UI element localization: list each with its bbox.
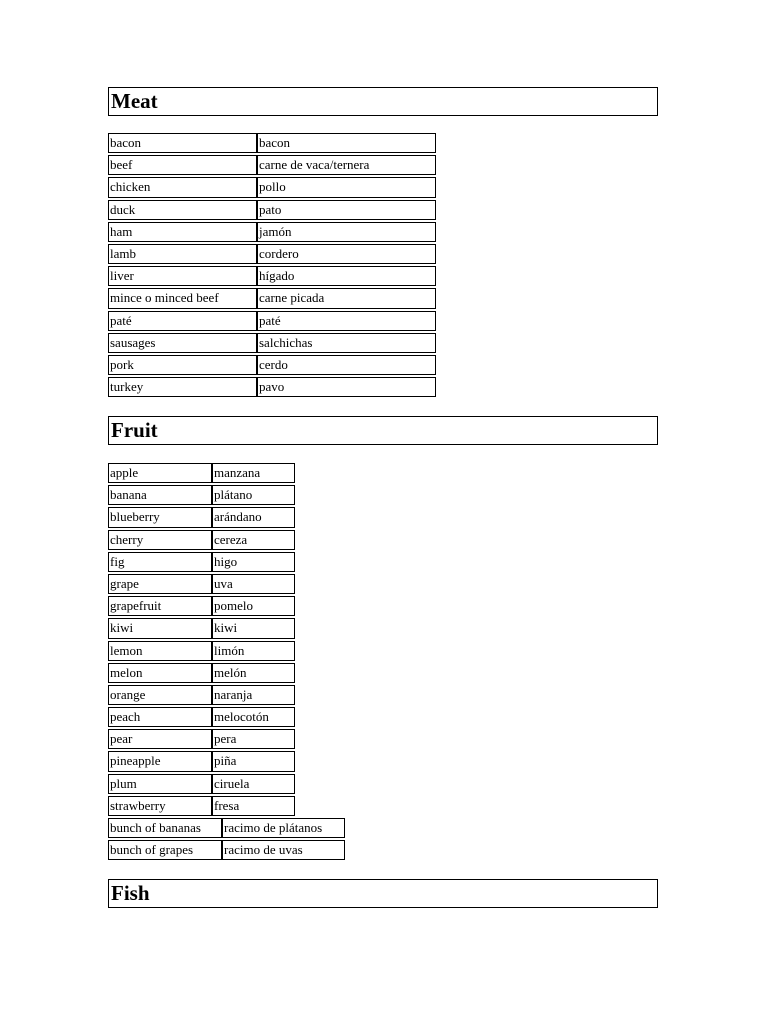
spanish-term-cell: manzana (212, 463, 295, 483)
table-row (108, 485, 345, 505)
english-term-cell: bacon (108, 133, 257, 153)
english-term-cell: lemon (108, 641, 212, 661)
english-term-cell: paté (108, 311, 257, 331)
spanish-term-cell: uva (212, 574, 295, 594)
table-row (108, 796, 345, 816)
meat-vocabulary-table (108, 133, 436, 399)
table-row (108, 552, 345, 572)
table-row (108, 244, 436, 264)
table-row (108, 530, 345, 550)
spanish-term-cell: racimo de plátanos (222, 818, 345, 838)
english-term-cell: liver (108, 266, 257, 286)
spanish-term-cell: kiwi (212, 618, 295, 638)
spanish-term-cell: racimo de uvas (222, 840, 345, 860)
spanish-term-cell: paté (257, 311, 436, 331)
english-term-cell: lamb (108, 244, 257, 264)
english-term-cell: fig (108, 552, 212, 572)
spanish-term-cell: plátano (212, 485, 295, 505)
english-term-cell: banana (108, 485, 212, 505)
section-heading-fruit: Fruit (108, 416, 658, 445)
spanish-term-cell: cereza (212, 530, 295, 550)
fruit-vocabulary-table (108, 463, 345, 862)
spanish-term-cell: pollo (257, 177, 436, 197)
table-row (108, 311, 436, 331)
english-term-cell: pear (108, 729, 212, 749)
table-row (108, 507, 345, 527)
spanish-term-cell: pavo (257, 377, 436, 397)
table-row (108, 751, 345, 771)
spanish-term-cell: cerdo (257, 355, 436, 375)
table-row (108, 574, 345, 594)
table-row (108, 133, 436, 153)
english-term-cell: strawberry (108, 796, 212, 816)
table-row (108, 729, 345, 749)
spanish-term-cell: pomelo (212, 596, 295, 616)
english-term-cell: chicken (108, 177, 257, 197)
table-row (108, 707, 345, 727)
spanish-term-cell: higo (212, 552, 295, 572)
english-term-cell: ham (108, 222, 257, 242)
spanish-term-cell: jamón (257, 222, 436, 242)
english-term-cell: bunch of bananas (108, 818, 222, 838)
spanish-term-cell: salchichas (257, 333, 436, 353)
english-term-cell: grapefruit (108, 596, 212, 616)
english-term-cell: plum (108, 774, 212, 794)
spanish-term-cell: carne de vaca/ternera (257, 155, 436, 175)
spanish-term-cell: fresa (212, 796, 295, 816)
table-row (108, 155, 436, 175)
table-row (108, 685, 345, 705)
table-row (108, 596, 345, 616)
table-row (108, 177, 436, 197)
section-heading-meat: Meat (108, 87, 658, 116)
table-row (108, 463, 345, 483)
table-row (108, 818, 345, 838)
table-row (108, 774, 345, 794)
table-row (108, 618, 345, 638)
english-term-cell: melon (108, 663, 212, 683)
english-term-cell: kiwi (108, 618, 212, 638)
spanish-term-cell: melón (212, 663, 295, 683)
english-term-cell: sausages (108, 333, 257, 353)
spanish-term-cell: cordero (257, 244, 436, 264)
spanish-term-cell: pato (257, 200, 436, 220)
spanish-term-cell: limón (212, 641, 295, 661)
english-term-cell: duck (108, 200, 257, 220)
english-term-cell: mince o minced beef (108, 288, 257, 308)
spanish-term-cell: carne picada (257, 288, 436, 308)
english-term-cell: bunch of grapes (108, 840, 222, 860)
table-row (108, 663, 345, 683)
table-row (108, 333, 436, 353)
english-term-cell: grape (108, 574, 212, 594)
spanish-term-cell: melocotón (212, 707, 295, 727)
english-term-cell: peach (108, 707, 212, 727)
english-term-cell: orange (108, 685, 212, 705)
english-term-cell: pineapple (108, 751, 212, 771)
spanish-term-cell: ciruela (212, 774, 295, 794)
english-term-cell: apple (108, 463, 212, 483)
spanish-term-cell: hígado (257, 266, 436, 286)
table-row (108, 377, 436, 397)
english-term-cell: blueberry (108, 507, 212, 527)
spanish-term-cell: piña (212, 751, 295, 771)
section-heading-fish: Fish (108, 879, 658, 908)
english-term-cell: pork (108, 355, 257, 375)
english-term-cell: beef (108, 155, 257, 175)
table-row (108, 840, 345, 860)
spanish-term-cell: naranja (212, 685, 295, 705)
spanish-term-cell: arándano (212, 507, 295, 527)
table-row (108, 641, 345, 661)
english-term-cell: turkey (108, 377, 257, 397)
table-row (108, 355, 436, 375)
table-row (108, 200, 436, 220)
table-row (108, 222, 436, 242)
table-row (108, 288, 436, 308)
table-row (108, 266, 436, 286)
spanish-term-cell: pera (212, 729, 295, 749)
english-term-cell: cherry (108, 530, 212, 550)
spanish-term-cell: bacon (257, 133, 436, 153)
